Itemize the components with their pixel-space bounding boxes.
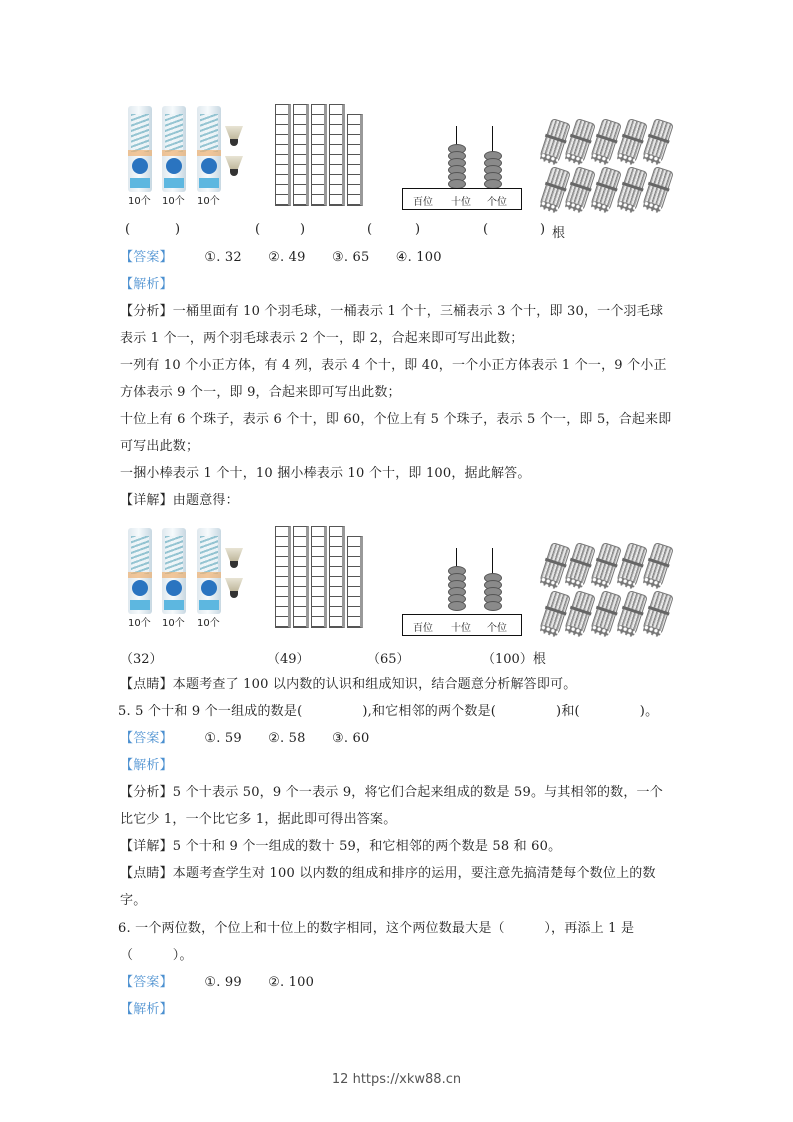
blank-open: ( [255, 222, 261, 237]
tube-label: 10个 [128, 618, 151, 629]
q6-answer-line [120, 974, 336, 992]
blank-close: ) [175, 222, 181, 237]
place-label-hundreds: 百位 [413, 197, 433, 208]
place-label-ones: 个位 [487, 623, 507, 634]
shuttlecock-icon [225, 156, 243, 178]
figure-row-solution [120, 522, 680, 632]
shuttlecock-icon [225, 578, 243, 600]
answer-item: ②. 58 [268, 731, 306, 746]
blank-parentheses-row [120, 222, 680, 240]
question-text: )和( [556, 704, 580, 719]
answer-label: 【答案】 [120, 975, 173, 990]
tube-label: 10个 [128, 196, 151, 207]
analysis-text: 表示 1 个一，两个羽毛球表示 2 个一，即 2，合起来即可写出此数； [120, 331, 524, 346]
badminton-tube-icon [197, 528, 221, 614]
cube-column-icon [293, 104, 309, 206]
blank-open: ( [125, 222, 131, 237]
key-point-text: 【点睛】本题考查了 100 以内数的认识和组成知识，结合题意分析解答即可。 [120, 677, 577, 692]
answer-item: ③. 60 [331, 731, 370, 746]
answer-item: ①. 32 [204, 250, 242, 265]
analysis-text: 可写出此数； [120, 439, 200, 454]
abacus-base [402, 188, 522, 210]
cube-column-icon [329, 104, 345, 206]
blank-close: ) [300, 222, 306, 237]
shuttlecock-icon [225, 126, 243, 148]
key-point-text: 【点睛】本题考查学生对 100 以内数的组成和排序的运用，要注意先搞清楚每个数位上的数 [120, 866, 656, 881]
abacus-base [402, 614, 522, 636]
figure-answer: （32） [120, 652, 163, 667]
blank-close: ) [415, 222, 421, 237]
analysis-text: 【分析】5 个十表示 50，9 个一表示 9，将它们合起来组成的数是 59。与其相邻的数，一个 [120, 785, 663, 800]
answer-item: ④. 100 [395, 250, 442, 265]
unit-suffix: 根 [552, 226, 566, 241]
place-label-ones: 个位 [487, 197, 507, 208]
analysis-label: 【解析】 [120, 758, 173, 773]
figure-answers-row [120, 648, 680, 666]
analysis-text: 方体表示 9 个一，即 9，合起来即可写出此数； [120, 385, 401, 400]
badminton-tube-icon [162, 106, 186, 192]
figure-answer: （100）根 [482, 652, 546, 667]
cube-column-icon [275, 526, 291, 628]
analysis-text: 一列有 10 个小正方体，有 4 列，表示 4 个十，即 40，一个小正方体表示 1 个一，9 个小正 [120, 358, 667, 373]
cube-column-icon [329, 526, 345, 628]
blank-open: ( [483, 222, 489, 237]
cube-column-partial-icon [347, 114, 363, 206]
answer-item: ①. 99 [204, 975, 242, 990]
question-text: ),和它相邻的两个数是( [362, 704, 497, 719]
place-label-tens: 十位 [451, 623, 471, 634]
cube-column-partial-icon [347, 536, 363, 628]
bead-icon [484, 601, 502, 611]
shuttlecock-icon [225, 548, 243, 570]
answer-label: 【答案】 [120, 731, 173, 746]
q4-answer-line [120, 249, 464, 267]
analysis-text: 【分析】一桶里面有 10 个羽毛球，一桶表示 1 个十，三桶表示 3 个十，即 30，一个羽毛球 [120, 304, 664, 319]
figure-answer: （49） [267, 652, 310, 667]
tube-label: 10个 [162, 618, 185, 629]
analysis-text: 比它少 1，一个比它多 1，据此即可得出答案。 [120, 812, 397, 827]
tube-label: 10个 [162, 196, 185, 207]
q5-answer-line [120, 730, 391, 748]
place-label-hundreds: 百位 [413, 623, 433, 634]
badminton-tube-icon [162, 528, 186, 614]
key-point-text: 字。 [120, 893, 147, 908]
figure-answer: （65） [367, 652, 410, 667]
answer-item: ②. 100 [268, 975, 315, 990]
question-text: )。 [639, 704, 659, 719]
detail-text: 【详解】5 个十和 9 个一组成的数十 59，和它相邻的两个数是 58 和 60。 [120, 839, 562, 854]
place-label-tens: 十位 [451, 197, 471, 208]
cube-column-icon [311, 526, 327, 628]
bead-icon [448, 601, 466, 611]
cube-column-icon [311, 104, 327, 206]
answer-label: 【答案】 [120, 250, 173, 265]
tube-label: 10个 [197, 196, 220, 207]
blank-open: ( [367, 222, 373, 237]
badminton-tube-icon [197, 106, 221, 192]
question-6-cont: （ ）。 [120, 948, 193, 963]
cube-column-icon [293, 526, 309, 628]
blank-close: ) [540, 222, 546, 237]
answer-item: ③. 65 [331, 250, 370, 265]
question-5 [118, 703, 658, 721]
badminton-tube-icon [128, 106, 152, 192]
figure-row-question-4 [120, 100, 680, 210]
analysis-text: 一捆小棒表示 1 个十，10 捆小棒表示 10 个十，即 100，据此解答。 [120, 466, 531, 481]
answer-item: ①. 59 [204, 731, 242, 746]
cube-column-icon [275, 104, 291, 206]
question-text: 5. 5 个十和 9 个一组成的数是( [118, 704, 303, 719]
analysis-text: 十位上有 6 个珠子，表示 6 个十，即 60，个位上有 5 个珠子，表示 5 个一，即 5，合起来即 [120, 412, 672, 427]
badminton-tube-icon [128, 528, 152, 614]
analysis-label: 【解析】 [120, 1002, 173, 1017]
question-6: 6. 一个两位数，个位上和十位上的数字相同，这个两位数最大是（ ），再添上 1 是 [118, 921, 635, 936]
page-footer: 12 https://xkw88.cn [331, 1072, 462, 1087]
answer-item: ②. 49 [268, 250, 306, 265]
detail-text: 【详解】由题意得： [120, 493, 239, 508]
tube-label: 10个 [197, 618, 220, 629]
analysis-label: 【解析】 [120, 277, 173, 292]
